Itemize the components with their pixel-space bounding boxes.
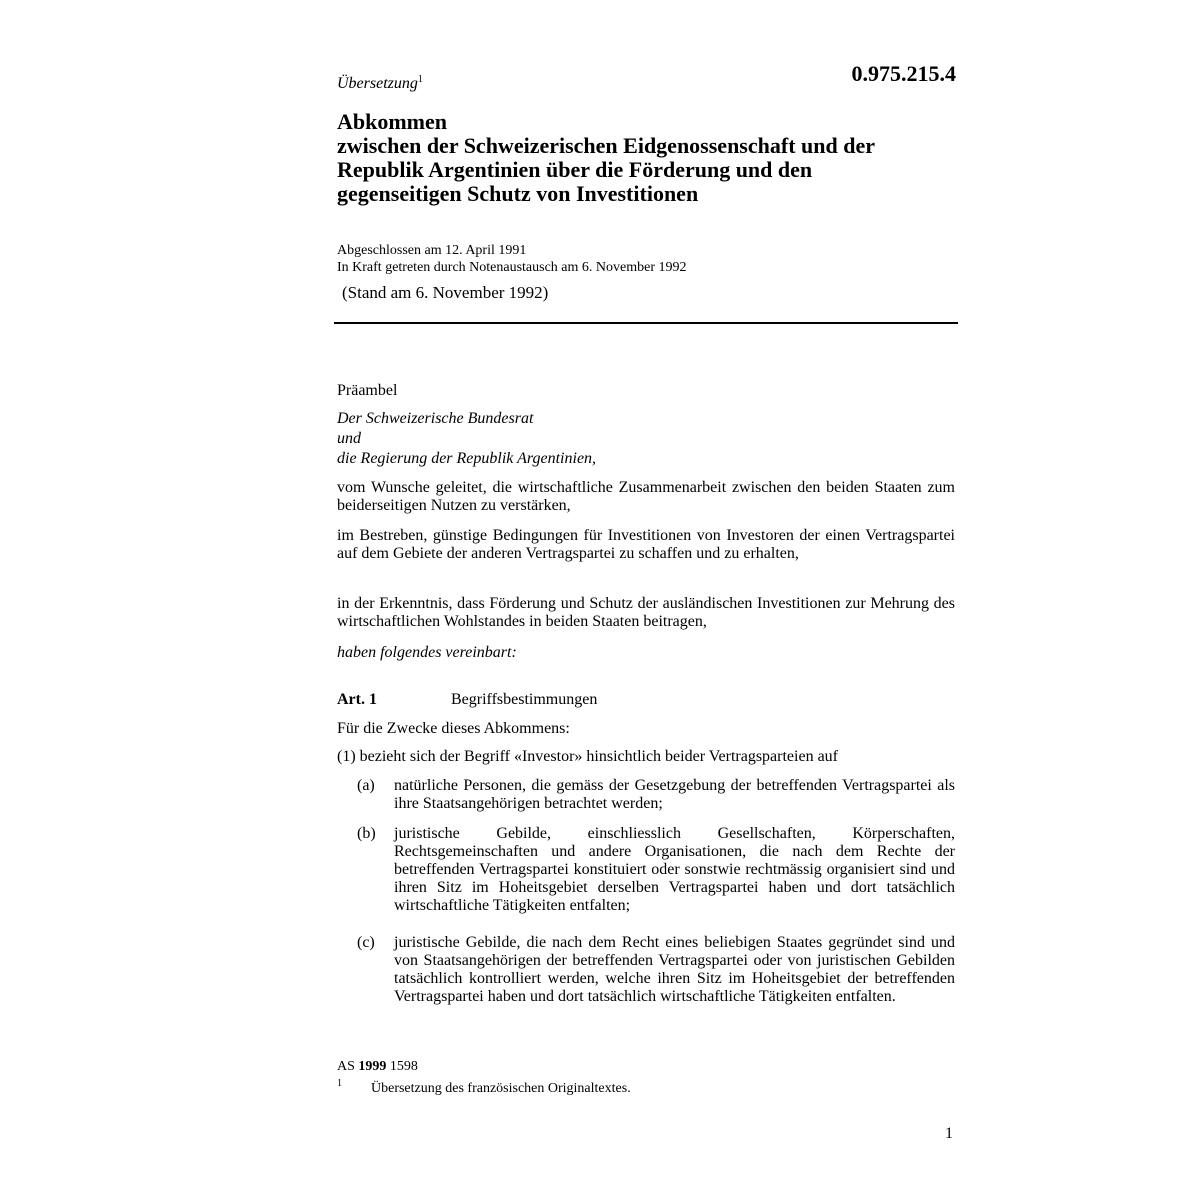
preamble-and: und	[337, 430, 361, 447]
sr-number: 0.975.215.4	[851, 61, 956, 86]
list-item-text: natürliche Personen, die gemäss der Gesetzgebung der betreffenden Vertragspartei als ihre Staatsangehörigen betrachtet werden;	[394, 777, 955, 812]
list-item-text: juristische Gebilde, einschliesslich Gesellschaften, Körperschaften, Rechtsgemeinschaften und andere Organisationen, die nach dem Rechte der betreffenden Vertragspartei konstituiert oder sonstwie rechtmässig organisiert sind und ihren Sitz im Hoheitsgebiet derselben Vertragspartei haben und dort tatsächlich wirtschaftliche Tätigkeiten entfalten;	[394, 825, 955, 914]
translation-label: Übersetzung$^1$	[337, 74, 423, 92]
article-title: Begriffsbestimmungen	[451, 691, 598, 708]
status-date: (Stand am 6. November 1992)	[342, 283, 549, 302]
preamble-heading: Präambel	[337, 382, 398, 399]
preamble-agreed: haben folgendes vereinbart:	[337, 644, 517, 661]
preamble-paragraph-1: vom Wunsche geleitet, die wirtschaftliche Zusammenarbeit zwischen den beiden Staaten zum beiderseitigen Nutzen zu verstärken,	[337, 479, 955, 514]
header-divider	[334, 322, 958, 324]
as-reference: AS 1999 1598	[337, 1059, 418, 1074]
meta-block	[337, 242, 687, 276]
article-1-intro: Für die Zwecke dieses Abkommens:	[337, 720, 570, 737]
preamble-party-1: Der Schweizerische Bundesrat	[337, 410, 534, 427]
page-number: 1	[945, 1125, 953, 1142]
concluded-date: Abgeschlossen am 12. April 1991	[337, 243, 527, 258]
list-item-letter: (b)	[357, 825, 376, 842]
preamble-paragraph-2: im Bestreben, günstige Bedingungen für Investitionen von Investoren der einen Vertragspartei auf dem Gebiete der anderen Vertragspartei zu schaffen und zu erhalten,	[337, 527, 955, 562]
preamble-party-2: die Regierung der Republik Argentinien,	[337, 450, 597, 467]
in-force-date: In Kraft getreten durch Notenaustausch am 6. November 1992	[337, 260, 687, 275]
title-line-3: Republik Argentinien über die Förderung und den	[337, 157, 813, 182]
list-item-letter: (c)	[357, 934, 375, 951]
preamble-paragraph-3: in der Erkenntnis, dass Förderung und Schutz der ausländischen Investitionen zur Mehrung des wirtschaftlichen Wohlstandes in beiden Staaten beitragen,	[337, 595, 955, 630]
title-line-4: gegenseitigen Schutz von Investitionen	[337, 181, 699, 206]
title-line-2: zwischen der Schweizerischen Eidgenossenschaft und der	[337, 133, 875, 158]
article-1-clause-1: (1) bezieht sich der Begriff «Investor» hinsichtlich beider Vertragsparteien auf	[337, 748, 839, 765]
article-1-heading	[337, 691, 597, 709]
title-line-1: Abkommen	[337, 109, 448, 134]
list-item-text: juristische Gebilde, die nach dem Recht eines beliebigen Staates gegründet sind und von Staatsangehörigen der betreffenden Vertragspartei oder von juristischen Gebilden tatsächlich kontrolliert werden, welche ihren Sitz im Hoheitsgebiet der betreffenden Vertragspartei haben und dort tatsächlich wirtschaftliche Tätigkeiten entfalten.	[394, 934, 955, 1005]
footnote-number: 1	[337, 1078, 342, 1089]
footnote-ref[interactable]: 1	[417, 74, 423, 85]
footnote-text: Übersetzung des französischen Originaltextes.	[371, 1081, 631, 1096]
list-item-letter: (a)	[357, 777, 375, 794]
document-title	[337, 110, 977, 206]
article-number: Art. 1	[337, 691, 377, 708]
